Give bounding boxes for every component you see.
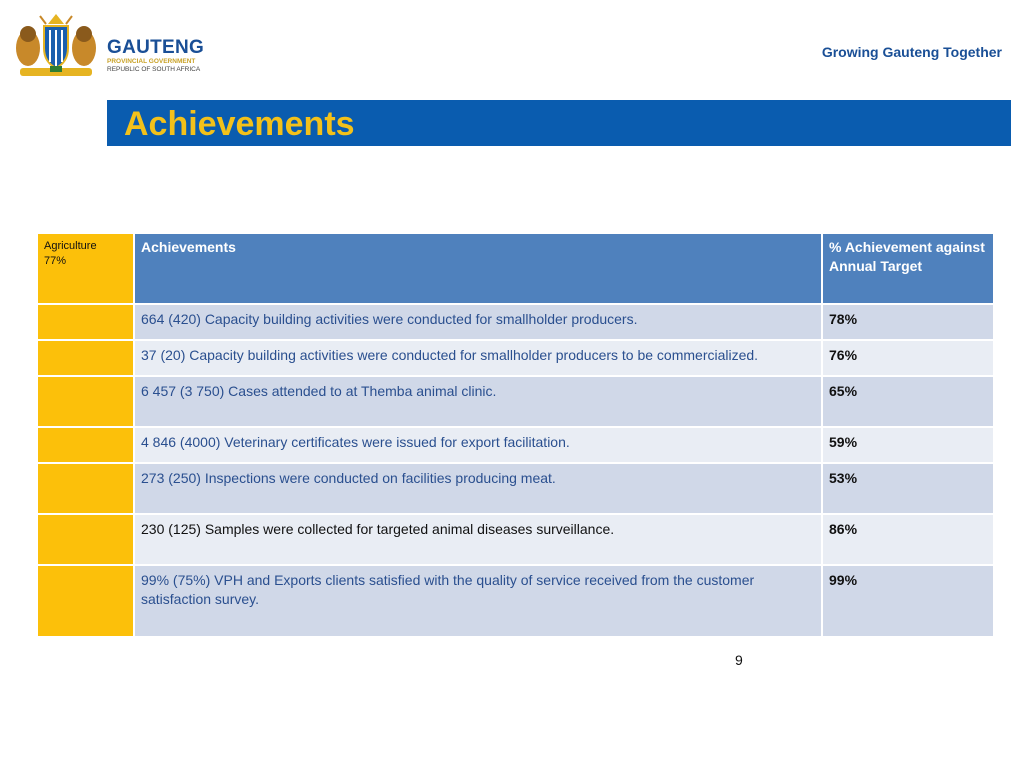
row-marker xyxy=(37,565,134,637)
table-header-row xyxy=(37,233,994,304)
achievement-text: 99% (75%) VPH and Exports clients satisfied with the quality of service received from the customer satisfaction survey. xyxy=(134,565,822,637)
page-header xyxy=(0,0,1024,90)
row-marker xyxy=(37,304,134,340)
achievement-text: 273 (250) Inspections were conducted on facilities producing meat. xyxy=(134,463,822,514)
achievement-percent: 65% xyxy=(822,376,994,427)
row-marker xyxy=(37,514,134,565)
achievement-percent: 59% xyxy=(822,427,994,463)
achievements-table xyxy=(36,232,995,638)
table-row xyxy=(37,514,994,565)
achievement-percent: 86% xyxy=(822,514,994,565)
achievement-percent: 53% xyxy=(822,463,994,514)
achievement-percent: 99% xyxy=(822,565,994,637)
achievement-text: 664 (420) Capacity building activities were conducted for smallholder producers. xyxy=(134,304,822,340)
category-percent: 77% xyxy=(44,255,67,267)
category-label: Agriculture xyxy=(44,240,97,252)
row-marker xyxy=(37,376,134,427)
category-cell xyxy=(37,233,134,304)
tagline: Growing Gauteng Together xyxy=(821,44,1002,60)
column-header-achievements: Achievements xyxy=(134,233,822,304)
table-row xyxy=(37,376,994,427)
table-row xyxy=(37,463,994,514)
row-marker xyxy=(37,427,134,463)
table-row xyxy=(37,304,994,340)
achievement-text: 6 457 (3 750) Cases attended to at Themba animal clinic. xyxy=(134,376,822,427)
column-header-percent: % Achievement against Annual Target xyxy=(822,233,994,304)
organization-name-block xyxy=(107,38,204,74)
row-marker xyxy=(37,463,134,514)
org-subtitle-1: PROVINCIAL GOVERNMENT xyxy=(107,58,196,65)
row-marker xyxy=(37,340,134,376)
achievement-text: 37 (20) Capacity building activities were conducted for smallholder producers to be commercialized. xyxy=(134,340,822,376)
coat-of-arms-logo xyxy=(10,12,102,78)
achievement-text: 230 (125) Samples were collected for targeted animal diseases surveillance. xyxy=(134,514,822,565)
table-row xyxy=(37,340,994,376)
title-banner xyxy=(107,100,1011,146)
org-subtitle-2: REPUBLIC OF SOUTH AFRICA xyxy=(107,66,201,73)
org-name: GAUTENG xyxy=(107,37,205,58)
achievement-percent: 76% xyxy=(822,340,994,376)
table-row xyxy=(37,427,994,463)
achievement-percent: 78% xyxy=(822,304,994,340)
table-row xyxy=(37,565,994,637)
page-title: Achievements xyxy=(124,105,355,143)
achievement-text: 4 846 (4000) Veterinary certificates were issued for export facilitation. xyxy=(134,427,822,463)
page-number: 9 xyxy=(735,652,743,668)
